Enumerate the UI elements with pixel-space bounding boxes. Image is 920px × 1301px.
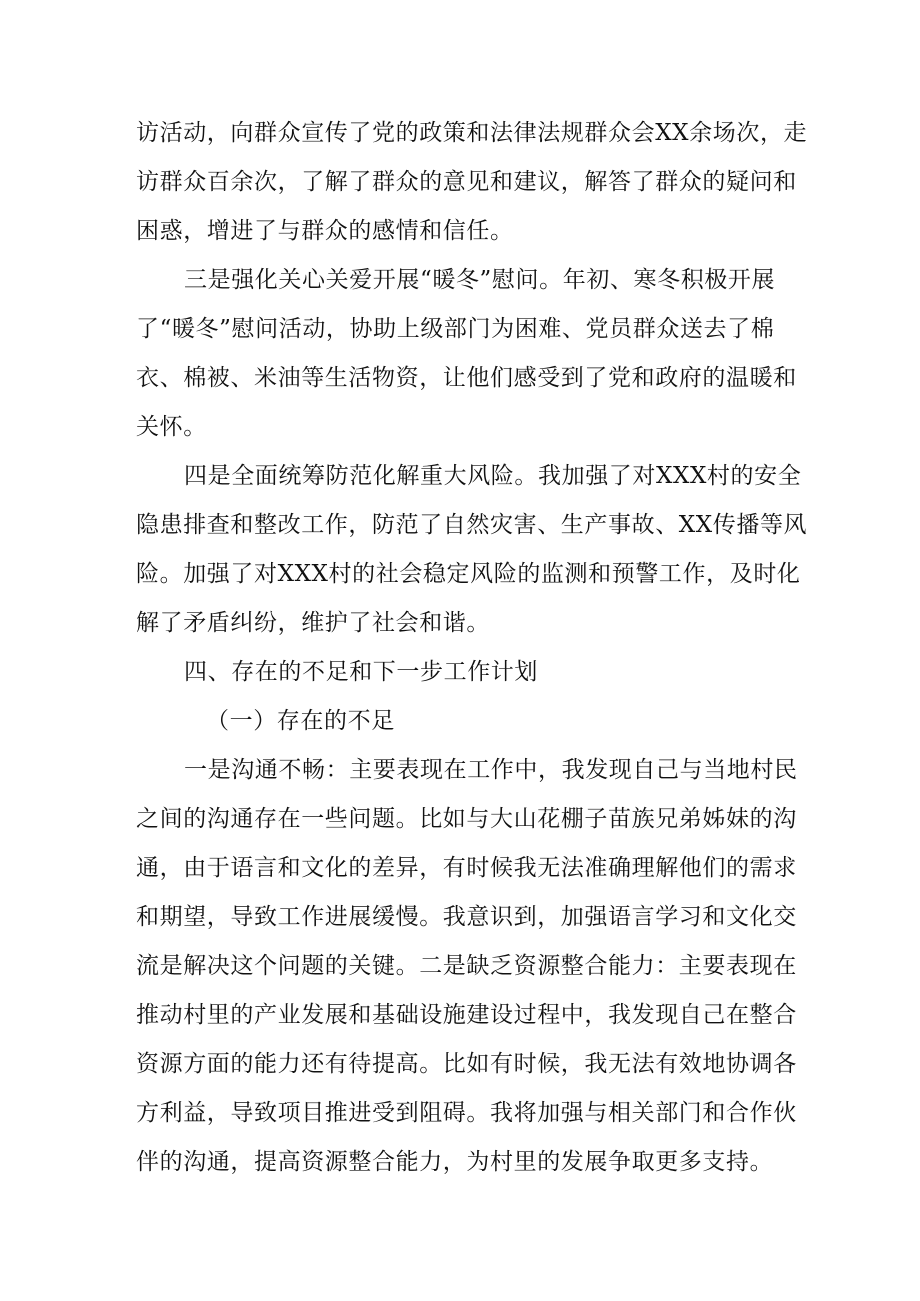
text-line: 伴的沟通，提高资源整合能力，为村里的发展争取更多支持。 [136,1149,774,1175]
subsection-heading: （一）存在的不足 [206,708,395,734]
text-line: 险。加强了对XXX村的社会稳定风险的监测和预警工作，及时化 [136,561,801,587]
text-line: 困惑，增进了与群众的感情和信任。 [136,218,514,244]
text-line: 衣、棉被、米油等生活物资，让他们感受到了党和政府的温暖和 [136,365,797,391]
text-line: 了“暖冬”慰问活动，协助上级部门为困难、党员群众送去了棉 [136,316,775,342]
text-line: 和期望，导致工作进展缓慢。我意识到，加强语言学习和文化交 [136,904,797,930]
text-line: 隐患排查和整改工作，防范了自然灾害、生产事故、XX传播等风 [136,512,808,538]
paragraph-heading-four: 四是全面统筹防范化解重大风险。我加强了对XXX村的安全 [184,463,802,489]
text-line: 方利益，导致项目推进受到阻碍。我将加强与相关部门和合作伙 [136,1100,797,1126]
paragraph-start: 一是沟通不畅：主要表现在工作中，我发现自己与当地村民 [184,757,798,783]
section-heading: 四、存在的不足和下一步工作计划 [184,659,538,685]
text-line: 资源方面的能力还有待提高。比如有时候，我无法有效地协调各 [136,1051,797,1077]
text-line: 关怀。 [136,414,207,440]
text-line: 解了矛盾纠纷，维护了社会和谐。 [136,610,490,636]
text-line: 推动村里的产业发展和基础设施建设过程中，我发现自己在整合 [136,1002,797,1028]
text-line: 访活动，向群众宣传了党的政策和法律法规群众会XX余场次，走 [136,120,808,146]
text-line: 访群众百余次，了解了群众的意见和建议，解答了群众的疑问和 [136,169,797,195]
text-line: 流是解决这个问题的关键。二是缺乏资源整合能力：主要表现在 [136,953,797,979]
text-line: 之间的沟通存在一些问题。比如与大山花棚子苗族兄弟姊妹的沟 [136,806,797,832]
text-line: 通，由于语言和文化的差异，有时候我无法准确理解他们的需求 [136,855,797,881]
paragraph-heading-three: 三是强化关心关爱开展“暖冬”慰问。年初、寒冬积极开展 [184,267,776,293]
